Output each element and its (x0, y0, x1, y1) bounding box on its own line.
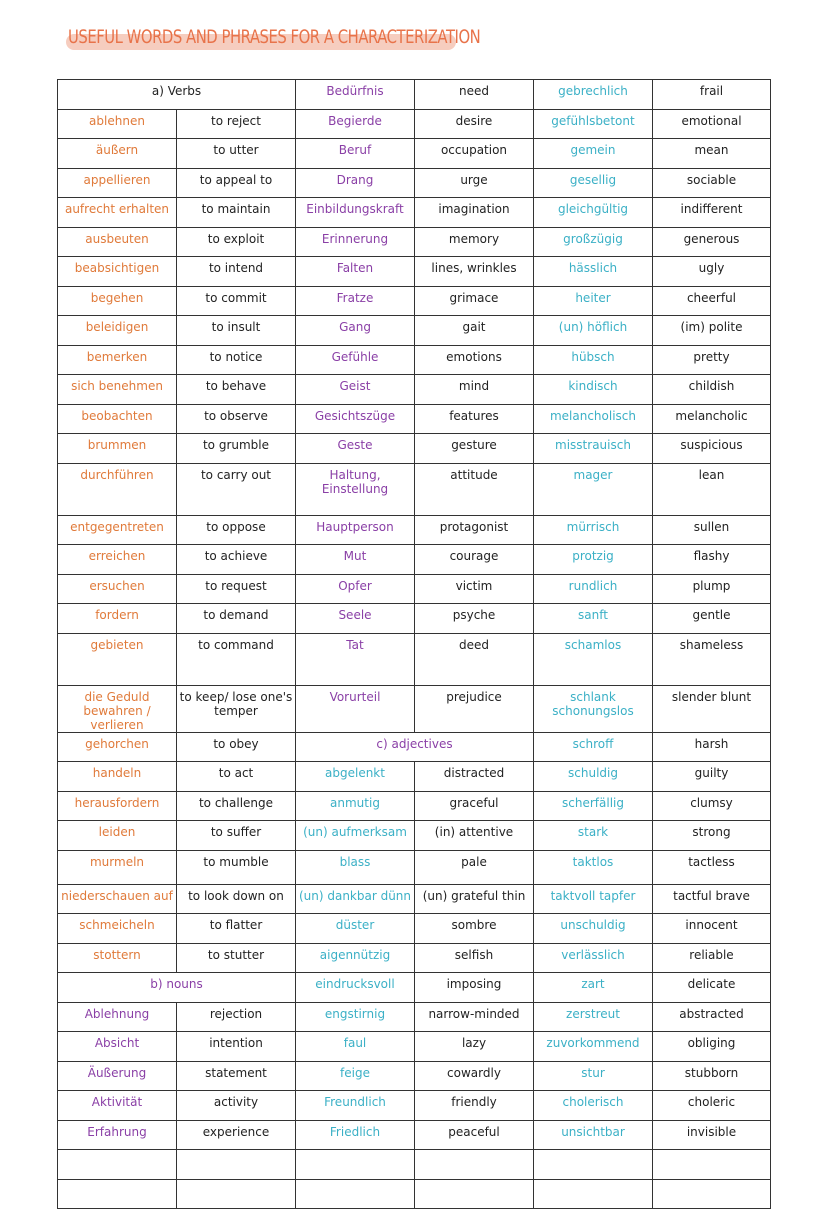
german-word: Begierde (296, 109, 415, 139)
table-row (58, 463, 771, 515)
english-word: to utter (177, 139, 296, 169)
english-word: gentle (653, 604, 771, 634)
german-word: aufrecht erhalten (58, 198, 177, 228)
german-word: unsichtbar (534, 1120, 653, 1150)
english-word: shameless (653, 633, 771, 685)
english-word: peaceful (415, 1120, 534, 1150)
german-word: mager (534, 463, 653, 515)
table-row (58, 545, 771, 575)
english-word: delicate (653, 973, 771, 1003)
english-word: lazy (415, 1032, 534, 1062)
table-row (58, 633, 771, 685)
german-word: Beruf (296, 139, 415, 169)
section-header-nouns: b) nouns (58, 973, 296, 1003)
table-row (58, 1032, 771, 1062)
english-word: to grumble (177, 434, 296, 464)
german-word: unschuldig (534, 914, 653, 944)
english-word: imposing (415, 973, 534, 1003)
german-word: Freundlich (296, 1091, 415, 1121)
german-word: schamlos (534, 633, 653, 685)
english-word: selfish (415, 943, 534, 973)
german-word: stark (534, 821, 653, 851)
table-row (58, 168, 771, 198)
german-word (534, 1150, 653, 1180)
german-word: Opfer (296, 574, 415, 604)
german-word: schlank schonungslos (534, 685, 653, 732)
german-word: eindrucksvoll (296, 973, 415, 1003)
english-word: statement (177, 1061, 296, 1091)
english-word: to stutter (177, 943, 296, 973)
german-word: melancholisch (534, 404, 653, 434)
german-word: gebrechlich (534, 80, 653, 110)
german-word: murmeln (58, 850, 177, 884)
table-row (58, 345, 771, 375)
english-word: to intend (177, 257, 296, 287)
german-word: taktvoll tapfer (534, 884, 653, 914)
english-word: to obey (177, 732, 296, 762)
german-word: zuvorkommend (534, 1032, 653, 1062)
german-word: Gefühle (296, 345, 415, 375)
german-word: Mut (296, 545, 415, 575)
empty-cell (58, 1179, 177, 1209)
english-word: pretty (653, 345, 771, 375)
english-word: (un) grateful thin (415, 884, 534, 914)
german-word: brummen (58, 434, 177, 464)
english-word: to demand (177, 604, 296, 634)
english-word: ugly (653, 257, 771, 287)
table-row (58, 1150, 771, 1180)
english-word: to notice (177, 345, 296, 375)
german-word: Aktivität (58, 1091, 177, 1121)
english-word: strong (653, 821, 771, 851)
german-word: düster (296, 914, 415, 944)
german-word: großzügig (534, 227, 653, 257)
table-row (58, 286, 771, 316)
table-row (58, 1002, 771, 1032)
german-word: mürrisch (534, 515, 653, 545)
german-word: äußern (58, 139, 177, 169)
german-word: durchführen (58, 463, 177, 515)
table-row (58, 1179, 771, 1209)
english-word: attitude (415, 463, 534, 515)
title-block (68, 26, 597, 52)
german-word: bemerken (58, 345, 177, 375)
table-row (58, 139, 771, 169)
german-word: misstrauisch (534, 434, 653, 464)
english-word: suspicious (653, 434, 771, 464)
vocabulary-table (57, 79, 771, 1209)
german-word: die Geduld bewahren / verlieren (58, 685, 177, 732)
english-word: lines, wrinkles (415, 257, 534, 287)
german-word: stur (534, 1061, 653, 1091)
english-word: to challenge (177, 791, 296, 821)
english-word: narrow-minded (415, 1002, 534, 1032)
english-word: to observe (177, 404, 296, 434)
english-word: choleric (653, 1091, 771, 1121)
german-word: beleidigen (58, 316, 177, 346)
german-word: kindisch (534, 375, 653, 405)
german-word: blass (296, 850, 415, 884)
english-word: reliable (653, 943, 771, 973)
english-word: to carry out (177, 463, 296, 515)
english-word: flashy (653, 545, 771, 575)
table-row (58, 574, 771, 604)
german-word: heiter (534, 286, 653, 316)
german-word: faul (296, 1032, 415, 1062)
english-word (415, 1179, 534, 1209)
table-row (58, 604, 771, 634)
english-word: intention (177, 1032, 296, 1062)
german-word: ausbeuten (58, 227, 177, 257)
english-word: harsh (653, 732, 771, 762)
english-word: sullen (653, 515, 771, 545)
english-word: need (415, 80, 534, 110)
english-word: prejudice (415, 685, 534, 732)
german-word: taktlos (534, 850, 653, 884)
english-word: abstracted (653, 1002, 771, 1032)
german-word (296, 1150, 415, 1180)
english-word: to insult (177, 316, 296, 346)
english-word: innocent (653, 914, 771, 944)
german-word: entgegentreten (58, 515, 177, 545)
german-word: gesellig (534, 168, 653, 198)
english-word: cowardly (415, 1061, 534, 1091)
german-word: gehorchen (58, 732, 177, 762)
german-word: rundlich (534, 574, 653, 604)
english-word: obliging (653, 1032, 771, 1062)
english-word: to mumble (177, 850, 296, 884)
german-word: cholerisch (534, 1091, 653, 1121)
english-word: to oppose (177, 515, 296, 545)
english-word: desire (415, 109, 534, 139)
german-word: niederschauen auf (58, 884, 177, 914)
english-word: to act (177, 762, 296, 792)
english-word: tactful brave (653, 884, 771, 914)
table-row (58, 973, 771, 1003)
german-word: ersuchen (58, 574, 177, 604)
english-word: tactless (653, 850, 771, 884)
table-row (58, 198, 771, 228)
german-word: gefühlsbetont (534, 109, 653, 139)
english-word: emotional (653, 109, 771, 139)
english-word: occupation (415, 139, 534, 169)
page-title: USEFUL WORDS AND PHRASES FOR A CHARACTERIZATION (68, 26, 481, 48)
english-word (653, 1179, 771, 1209)
german-word: gleichgültig (534, 198, 653, 228)
german-word: verlässlich (534, 943, 653, 973)
german-word: Erinnerung (296, 227, 415, 257)
english-word: to behave (177, 375, 296, 405)
english-word: courage (415, 545, 534, 575)
english-word (415, 1150, 534, 1180)
english-word: (im) polite (653, 316, 771, 346)
english-word: to exploit (177, 227, 296, 257)
german-word (296, 1179, 415, 1209)
german-word: Friedlich (296, 1120, 415, 1150)
table-row (58, 1120, 771, 1150)
empty-cell (177, 1150, 296, 1180)
german-word: (un) höflich (534, 316, 653, 346)
english-word: frail (653, 80, 771, 110)
german-word: abgelenkt (296, 762, 415, 792)
english-word: imagination (415, 198, 534, 228)
section-header-adjectives: c) adjectives (296, 732, 534, 762)
german-word: Einbildungskraft (296, 198, 415, 228)
english-word: to look down on (177, 884, 296, 914)
german-word: Haltung, Einstellung (296, 463, 415, 515)
table-row (58, 257, 771, 287)
english-word: childish (653, 375, 771, 405)
german-word: Gesichtszüge (296, 404, 415, 434)
german-word: Gang (296, 316, 415, 346)
english-word: to command (177, 633, 296, 685)
german-word: Seele (296, 604, 415, 634)
english-word: invisible (653, 1120, 771, 1150)
german-word: handeln (58, 762, 177, 792)
german-word: zerstreut (534, 1002, 653, 1032)
german-word: (un) aufmerksam (296, 821, 415, 851)
table-row (58, 821, 771, 851)
english-word: graceful (415, 791, 534, 821)
german-word: Erfahrung (58, 1120, 177, 1150)
german-word: Bedürfnis (296, 80, 415, 110)
table-row (58, 762, 771, 792)
english-word: to keep/ lose one's temper (177, 685, 296, 732)
german-word: Falten (296, 257, 415, 287)
table-row (58, 109, 771, 139)
table-row (58, 227, 771, 257)
table-row (58, 884, 771, 914)
german-word: Geist (296, 375, 415, 405)
english-word: grimace (415, 286, 534, 316)
german-word: Absicht (58, 1032, 177, 1062)
english-word: sombre (415, 914, 534, 944)
english-word: to reject (177, 109, 296, 139)
german-word: sanft (534, 604, 653, 634)
table-row (58, 791, 771, 821)
table-row (58, 943, 771, 973)
german-word: Drang (296, 168, 415, 198)
english-word (653, 1150, 771, 1180)
table-row (58, 434, 771, 464)
german-word: schmeicheln (58, 914, 177, 944)
english-word: to maintain (177, 198, 296, 228)
empty-cell (177, 1179, 296, 1209)
english-word: slender blunt (653, 685, 771, 732)
german-word: engstirnig (296, 1002, 415, 1032)
german-word: Tat (296, 633, 415, 685)
english-word: clumsy (653, 791, 771, 821)
english-word: sociable (653, 168, 771, 198)
german-word: hässlich (534, 257, 653, 287)
table-row (58, 80, 771, 110)
german-word: appellieren (58, 168, 177, 198)
german-word: Ablehnung (58, 1002, 177, 1032)
english-word: to suffer (177, 821, 296, 851)
german-word: scherfällig (534, 791, 653, 821)
english-word: plump (653, 574, 771, 604)
english-word: lean (653, 463, 771, 515)
english-word: generous (653, 227, 771, 257)
english-word: activity (177, 1091, 296, 1121)
german-word: protzig (534, 545, 653, 575)
german-word: anmutig (296, 791, 415, 821)
german-word: Äußerung (58, 1061, 177, 1091)
german-word: schroff (534, 732, 653, 762)
german-word: aigennützig (296, 943, 415, 973)
german-word: herausfordern (58, 791, 177, 821)
english-word: friendly (415, 1091, 534, 1121)
english-word: urge (415, 168, 534, 198)
english-word: memory (415, 227, 534, 257)
german-word: stottern (58, 943, 177, 973)
table-row (58, 732, 771, 762)
table-row (58, 685, 771, 732)
english-word: rejection (177, 1002, 296, 1032)
table-row (58, 316, 771, 346)
english-word: protagonist (415, 515, 534, 545)
german-word: (un) dankbar dünn (296, 884, 415, 914)
german-word: beobachten (58, 404, 177, 434)
german-word: zart (534, 973, 653, 1003)
german-word: Fratze (296, 286, 415, 316)
english-word: victim (415, 574, 534, 604)
german-word: beabsichtigen (58, 257, 177, 287)
german-word: ablehnen (58, 109, 177, 139)
german-word: hübsch (534, 345, 653, 375)
table-row (58, 914, 771, 944)
english-word: to appeal to (177, 168, 296, 198)
german-word: leiden (58, 821, 177, 851)
english-word: psyche (415, 604, 534, 634)
english-word: features (415, 404, 534, 434)
german-word: Geste (296, 434, 415, 464)
english-word: emotions (415, 345, 534, 375)
english-word: mean (653, 139, 771, 169)
table-row (58, 375, 771, 405)
empty-cell (58, 1150, 177, 1180)
german-word: gebieten (58, 633, 177, 685)
english-word: melancholic (653, 404, 771, 434)
german-word: schuldig (534, 762, 653, 792)
english-word: stubborn (653, 1061, 771, 1091)
german-word: Hauptperson (296, 515, 415, 545)
english-word: guilty (653, 762, 771, 792)
table-row (58, 1091, 771, 1121)
german-word: sich benehmen (58, 375, 177, 405)
english-word: cheerful (653, 286, 771, 316)
english-word: (in) attentive (415, 821, 534, 851)
english-word: pale (415, 850, 534, 884)
table-row (58, 1061, 771, 1091)
english-word: deed (415, 633, 534, 685)
english-word: to achieve (177, 545, 296, 575)
english-word: to commit (177, 286, 296, 316)
table-row (58, 404, 771, 434)
german-word: gemein (534, 139, 653, 169)
table-row (58, 515, 771, 545)
german-word: Vorurteil (296, 685, 415, 732)
german-word: erreichen (58, 545, 177, 575)
english-word: experience (177, 1120, 296, 1150)
german-word: feige (296, 1061, 415, 1091)
english-word: indifferent (653, 198, 771, 228)
english-word: to request (177, 574, 296, 604)
german-word: fordern (58, 604, 177, 634)
section-header-verbs: a) Verbs (58, 80, 296, 110)
table-row (58, 850, 771, 884)
english-word: to flatter (177, 914, 296, 944)
english-word: gait (415, 316, 534, 346)
english-word: mind (415, 375, 534, 405)
german-word (534, 1179, 653, 1209)
english-word: gesture (415, 434, 534, 464)
german-word: begehen (58, 286, 177, 316)
english-word: distracted (415, 762, 534, 792)
